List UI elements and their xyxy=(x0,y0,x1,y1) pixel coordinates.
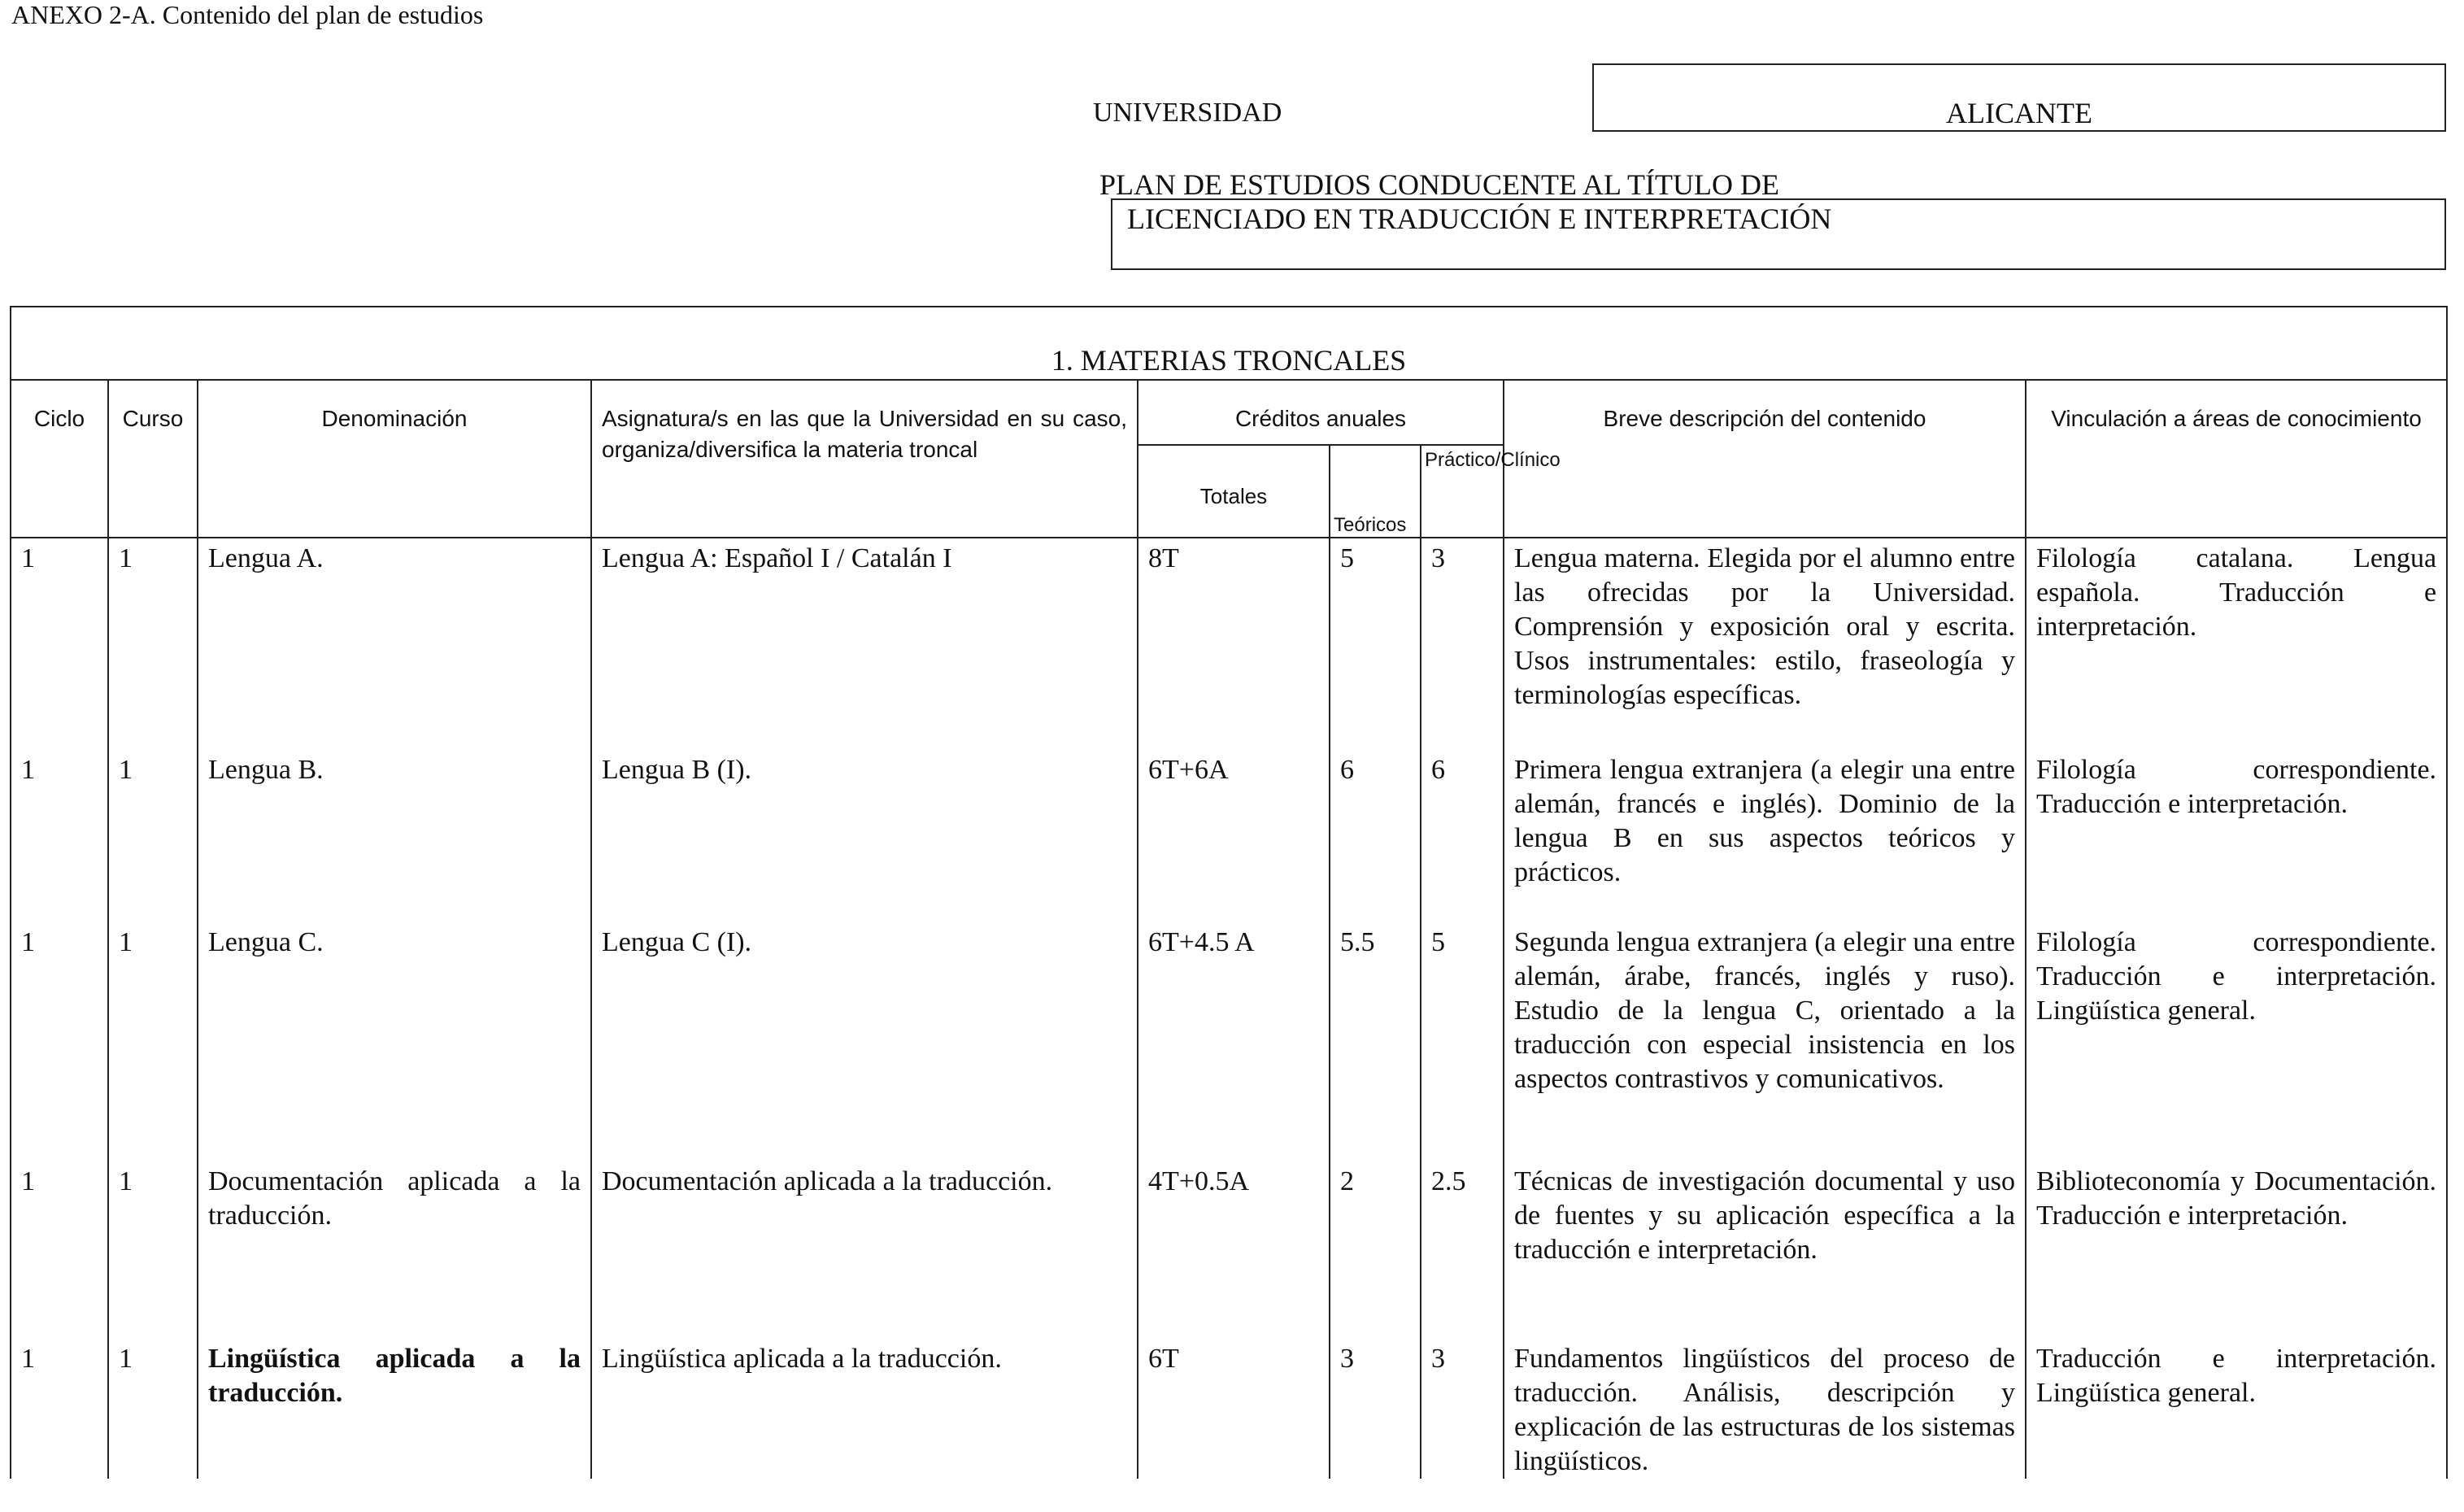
table-row xyxy=(11,1161,2447,1339)
header-ciclo: Ciclo xyxy=(11,380,108,538)
header-vinculacion: Vinculación a áreas de conocimiento xyxy=(2026,380,2447,538)
cell-ciclo: 1 xyxy=(11,922,108,1161)
cell-ciclo: 1 xyxy=(11,750,108,922)
table-row xyxy=(11,538,2447,750)
cell-denominacion: Lengua A. xyxy=(198,538,591,750)
cell-ciclo: 1 xyxy=(11,538,108,750)
cell-curso: 1 xyxy=(108,1161,198,1339)
degree-title-box xyxy=(1111,198,2446,270)
cell-ciclo: 1 xyxy=(11,1339,108,1479)
cell-vinculacion: Traducción e interpretación. Lingüística general. xyxy=(2026,1339,2447,1479)
table-row xyxy=(11,750,2447,922)
cell-descripcion: Segunda lengua extranjera (a elegir una entre alemán, árabe, francés, inglés y ruso). Estudio de la lengua C, orientado a la traducción con especial insistencia en los aspectos contrastivos y comunicativos. xyxy=(1504,922,2026,1161)
cell-asignatura: Documentación aplicada a la traducción. xyxy=(591,1161,1138,1339)
subjects-table xyxy=(10,306,2448,1479)
cell-teoricos: 5.5 xyxy=(1330,922,1421,1161)
header-creditos: Créditos anuales xyxy=(1138,380,1504,445)
cell-denominacion: Lengua C. xyxy=(198,922,591,1161)
cell-vinculacion: Biblioteconomía y Documentación. Traducción e interpretación. xyxy=(2026,1161,2447,1339)
table-row xyxy=(11,922,2447,1161)
cell-descripcion: Primera lengua extranjera (a elegir una entre alemán, francés e inglés). Dominio de la lengua B en sus aspectos teóricos y prácticos. xyxy=(1504,750,2026,922)
cell-teoricos: 6 xyxy=(1330,750,1421,922)
cell-descripcion: Lengua materna. Elegida por el alumno entre las ofrecidas por la Universidad. Comprensión y exposición oral y escrita. Usos instrumentales: estilo, fraseología y terminologías específicas. xyxy=(1504,538,2026,750)
cell-vinculacion: Filología correspondiente. Traducción e interpretación. xyxy=(2026,750,2447,922)
cell-totales: 6T+4.5 A xyxy=(1138,922,1330,1161)
cell-asignatura: Lengua C (I). xyxy=(591,922,1138,1161)
header-totales: Totales xyxy=(1138,445,1330,538)
header-curso: Curso xyxy=(108,380,198,538)
cell-denominacion: Lengua B. xyxy=(198,750,591,922)
university-box xyxy=(1592,63,2446,132)
cell-totales: 6T+6A xyxy=(1138,750,1330,922)
cell-curso: 1 xyxy=(108,1339,198,1479)
cell-totales: 8T xyxy=(1138,538,1330,750)
header-asignaturas: Asignatura/s en las que la Universidad en su caso, organiza/diversifica la materia troncal xyxy=(591,380,1138,538)
cell-teoricos: 5 xyxy=(1330,538,1421,750)
header-practicos: Práctico/Clínico xyxy=(1421,445,1504,538)
cell-vinculacion: Filología catalana. Lengua española. Traducción e interpretación. xyxy=(2026,538,2447,750)
cell-teoricos: 3 xyxy=(1330,1339,1421,1479)
header-descripcion: Breve descripción del contenido xyxy=(1504,380,2026,538)
degree-title-value: LICENCIADO EN TRADUCCIÓN E INTERPRETACIÓN xyxy=(1127,203,1832,235)
cell-practicos: 3 xyxy=(1421,1339,1504,1479)
cell-denominacion: Lingüística aplicada a la traducción. xyxy=(198,1339,591,1479)
cell-practicos: 6 xyxy=(1421,750,1504,922)
cell-teoricos: 2 xyxy=(1330,1161,1421,1339)
cell-curso: 1 xyxy=(108,922,198,1161)
section-title: 1. MATERIAS TRONCALES xyxy=(11,307,2447,380)
header-teoricos: Teóricos xyxy=(1330,445,1421,538)
plan-label: PLAN DE ESTUDIOS CONDUCENTE AL TÍTULO DE xyxy=(1099,168,1779,201)
cell-asignatura: Lingüística aplicada a la traducción. xyxy=(591,1339,1138,1479)
cell-totales: 6T xyxy=(1138,1339,1330,1479)
annex-heading: ANEXO 2-A. Contenido del plan de estudios xyxy=(11,0,484,29)
cell-vinculacion: Filología correspondiente. Traducción e interpretación. Lingüística general. xyxy=(2026,922,2447,1161)
table-row xyxy=(11,1339,2447,1479)
cell-practicos: 5 xyxy=(1421,922,1504,1161)
cell-asignatura: Lengua B (I). xyxy=(591,750,1138,922)
cell-totales: 4T+0.5A xyxy=(1138,1161,1330,1339)
header-denominacion: Denominación xyxy=(198,380,591,538)
university-value: ALICANTE xyxy=(1946,97,2092,129)
university-label: UNIVERSIDAD xyxy=(1093,98,1282,128)
cell-curso: 1 xyxy=(108,750,198,922)
cell-curso: 1 xyxy=(108,538,198,750)
cell-ciclo: 1 xyxy=(11,1161,108,1339)
cell-denominacion: Documentación aplicada a la traducción. xyxy=(198,1161,591,1339)
cell-practicos: 3 xyxy=(1421,538,1504,750)
cell-descripcion: Fundamentos lingüísticos del proceso de traducción. Análisis, descripción y explicación de las estructuras de los sistemas lingüísticos. xyxy=(1504,1339,2026,1479)
cell-asignatura: Lengua A: Español I / Catalán I xyxy=(591,538,1138,750)
cell-practicos: 2.5 xyxy=(1421,1161,1504,1339)
cell-descripcion: Técnicas de investigación documental y uso de fuentes y su aplicación específica a la traducción e interpretación. xyxy=(1504,1161,2026,1339)
